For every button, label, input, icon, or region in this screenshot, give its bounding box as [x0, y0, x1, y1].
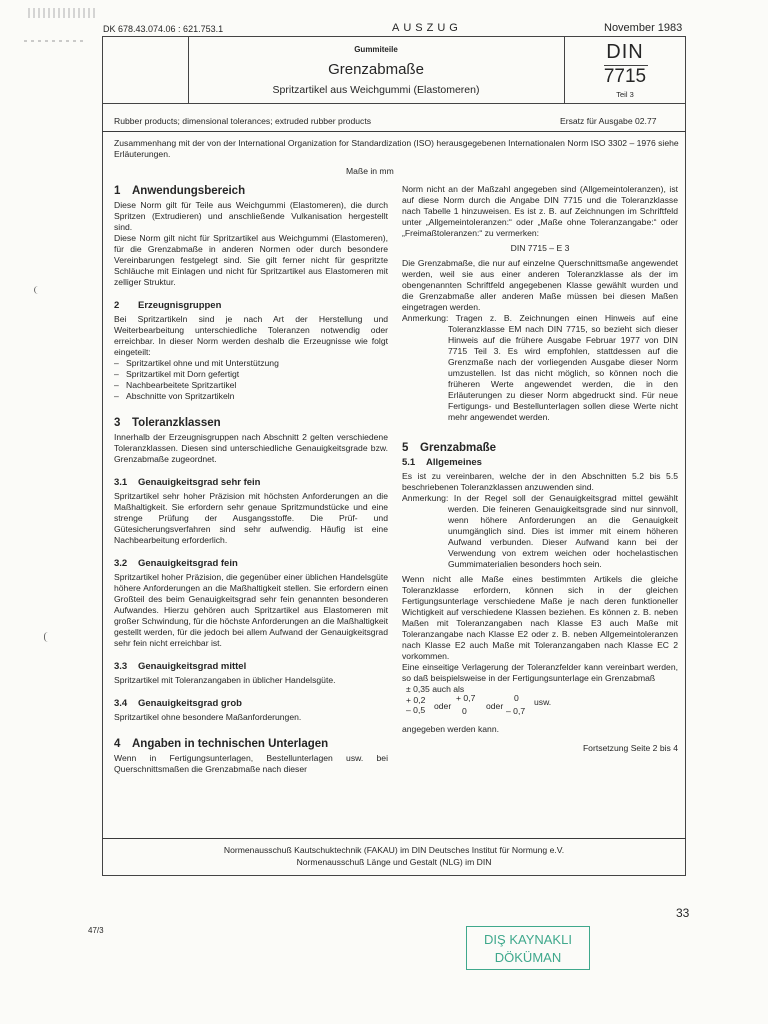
paragraph: Spritzartikel hoher Präzision, die gegenüber einer üblichen Handelsgüte höhere Anforderungen an die Maßhaltigkeit stellen. Sie erfordern einen Großteil des beim Genauigkeitsgrad sehr fein genannten besonderen Aufwandes. Hierzu gehören auch Spritzartikel aus Elastomeren mit großer Schwindung, für die höchste Anforderungen an die Maßhaltigkeit gestellt werden, für die jedoch bei allem Aufwand der Genauigkeitsgrad sehr fein nicht erreichbar ist. — [114, 572, 388, 648]
section-heading: 1 Anwendungsbereich — [114, 185, 246, 197]
replaces-edition: Ersatz für Ausgabe 02.77 — [560, 116, 657, 126]
committee-line: Normenausschuß Kautschuktechnik (FAKAU) im DIN Deutsches Institut für Normung e.V. — [223, 845, 565, 855]
tolerance-example — [406, 684, 678, 720]
english-title: Rubber products; dimensional tolerances; extruded rubber products — [114, 116, 372, 126]
section-heading: 3.3 Genauigkeitsgrad mittel — [114, 661, 247, 672]
iso-note: Zusammenhang mit der von der International Organization for Standardization (ISO) herausgegebenen Internationalen Norm ISO 3302 – 1976 siehe Erläuterungen. — [114, 138, 679, 159]
tolerance-value: 0 — [514, 693, 519, 703]
section-heading: 2 Erzeugnisgruppen — [114, 300, 222, 311]
tolerance-line: ± 0,35 auch als — [406, 684, 465, 694]
din-label: DIN — [606, 41, 644, 63]
section-heading: 4 Angaben in technischen Unterlagen — [114, 738, 329, 750]
paragraph: Norm nicht an der Maßzahl angegeben sind (Allgemeintoleranzen), ist auf diese Norm durch die Angabe DIN 7715 und die Toleranzklasse nach Tabelle 1 hinzuweisen. Es ist z. B. auf Zeichnungen im Schriftfeld unter „Allgemeintoleranzen:“ oder „Maße ohne Toleranzangabe:“ oder „Freimaßtoleranzen:“ zu vermerken: — [402, 184, 678, 238]
external-document-stamp — [466, 926, 590, 970]
left-column — [114, 184, 388, 775]
committee-line: Normenausschuß Länge und Gestalt (NLG) im DIN — [296, 857, 492, 867]
tolerance-value: 0 — [462, 706, 467, 716]
scan-artifact — [28, 8, 98, 18]
section-heading: 3 Toleranzklassen — [114, 417, 221, 429]
tolerance-value: – 0,7 — [506, 706, 526, 716]
document-subtitle: Spritzartikel aus Weichgummi (Elastomeren) — [272, 84, 480, 96]
paragraph: Spritzartikel ohne besondere Maßanforderungen. — [114, 712, 302, 722]
tolerance-value: – 0,5 — [406, 705, 426, 715]
note: Anmerkung: Tragen z. B. Zeichnungen einen Hinweis auf eine Toleranzklasse EM nach DIN 7715, so bezieht sich dieser Hinweis auf die frühere Ausgabe Februar 1977 von DIN 7715 Teil 3. Es wird empfohlen, stattdessen auf die Grenzmaße nach der vorliegenden Ausgabe dieser Norm umzustellen. Ist das nicht möglich, so können noch die früheren Werte angewendet werden, die in den Erläuterungen zu dieser Norm abgedruckt sind. Für neue Fertigungs- und Bestellunterlagen sollen diese Werte nicht mehr angewendet werden. — [402, 313, 678, 422]
paragraph: angegeben werden kann. — [402, 724, 499, 734]
continuation-note: Fortsetzung Seite 2 bis 4 — [582, 743, 678, 753]
note: Anmerkung: In der Regel soll der Genauigkeitsgrad mittel gewählt werden. Die feineren Genauigkeitsgrade sind nur sinnvoll, wenn höhere Anforderungen an die Genauigkeit unumgänglich sind. Dies ist immer mit einem höheren Aufwand verbunden. Dieser Aufwand kann bei der Verwendung von extrem weichen oder hochelastischen Gummimaterialien besonders hoch sein. — [402, 493, 678, 569]
issue-date: November 1983 — [604, 22, 683, 34]
stamp-line: DIŞ KAYNAKLI — [484, 932, 572, 947]
paragraph: Wenn in Fertigungsunterlagen, Bestellunterlagen usw. bei Querschnittsmaßen die Grenzabmaße nach dieser — [114, 753, 388, 774]
footer-divider — [102, 838, 686, 839]
right-column — [402, 184, 678, 754]
paragraph: Bei Spritzartikeln sind je nach Art der Herstellung und Weiterbearbeitung unterschiedliche Toleranzen notwendig oder erreichbar. In dieser Norm werden deshalb die Erzeugnisse wie folgt eingeteilt: — [114, 314, 388, 357]
document-title: Grenzabmaße — [328, 61, 424, 78]
section-heading: 3.4 Genauigkeitsgrad grob — [114, 698, 242, 709]
tolerance-separator: oder — [486, 701, 504, 711]
paragraph: Spritzartikel sehr hoher Präzision mit höchsten Anforderungen an die Maßhaltigkeit. Sie erfordern sehr genaue Spritzmundstücke und eine strenge Prüfung der Ausgangsstoffe. Die Prüf- und Gütesicherungsverfahren sind sehr aufwendig. Häufig ist eine Nachbearbeitung erforderlich. — [114, 491, 388, 545]
section-heading: 5.1 Allgemeines — [402, 457, 482, 468]
list-item: – Nachbearbeitete Spritzartikel — [114, 380, 388, 391]
tolerance-separator: oder — [434, 701, 452, 711]
paragraph: Diese Norm gilt nicht für Spritzartikel aus Weichgummi (Elastomeren), für die Grenzabmaße in anderen Normen oder durch besondere Vereinbarungen festgelegt sind. Sie gilt ferner nicht für gespritzte Schläuche mit Einlagen und nicht für Spritzartikel aus Elastomeren mit zelliger Struktur. — [114, 233, 388, 287]
section-heading: 3.2 Genauigkeitsgrad fein — [114, 558, 238, 569]
product-category: Gummiteile — [354, 45, 398, 54]
margin-mark — [44, 632, 48, 642]
tolerance-usw: usw. — [534, 697, 552, 707]
stamp-line: DÖKÜMAN — [494, 950, 562, 965]
paragraph: Die Grenzabmaße, die nur auf einzelne Querschnittsmaße angewendet werden, weil sie aus einer anderen Toleranzklasse als der im obengenannten Schriftfeld angegebenen Klasse gewählt wurden und die Grenzabmaße aller anderen Maße müssen bei diesen Maßen eingetragen werden. — [402, 258, 678, 312]
product-group-list — [114, 358, 388, 402]
tolerance-value: + 0,7 — [456, 693, 476, 703]
margin-mark — [34, 286, 38, 294]
dk-classification: DK 678.43.074.06 : 621.753.1 — [103, 24, 224, 34]
list-item: – Abschnitte von Spritzartikeln — [114, 391, 388, 402]
paragraph: Innerhalb der Erzeugnisgruppen nach Abschnitt 2 gelten verschiedene Toleranzklassen. Diesen sind unterschiedliche Genauigkeitsgrade bzw. Grenzabmaße zugeordnet. — [114, 432, 388, 464]
section-heading: 3.1 Genauigkeitsgrad sehr fein — [114, 477, 261, 488]
title-box — [102, 36, 686, 104]
paragraph: Diese Norm gilt für Teile aus Weichgummi (Elastomeren), die durch Spritzen (Extrudieren) und anschließende Vulkanisation hergestellt sind. — [114, 200, 388, 232]
page-number: 33 — [676, 906, 690, 920]
paragraph: Wenn nicht alle Maße eines bestimmten Artikels die gleiche Toleranzklasse erfordern, können sich in der gleichen Fertigungsunterlage verschiedene Maße je nach deren funktioneller Wichtigkeit auf verschiedene Klassen beziehen. Es können z. B. neben Maßen mit Toleranzangaben nach Klasse E3 auch Maße mit Toleranzangabe nach Klasse E2 oder z. B. neben Allgemeintoleranzen nach Klasse E2 auch Maße mit Toleranzangaben nach Klasse EC 2 vorkommen. — [402, 574, 678, 661]
designation-example: DIN 7715 – E 3 — [510, 243, 570, 253]
din-number: 7715 — [603, 66, 647, 87]
divider — [102, 131, 686, 132]
scan-artifact — [24, 40, 84, 42]
paragraph: Spritzartikel mit Toleranzangaben in üblicher Handelsgüte. — [114, 675, 336, 685]
list-item: – Spritzartikel mit Dorn gefertigt — [114, 369, 388, 380]
units-note: Maße in mm — [346, 166, 394, 176]
list-item: – Spritzartikel ohne und mit Unterstützung — [114, 358, 388, 369]
paragraph: Es ist zu vereinbaren, welche der in den Abschnitten 5.2 bis 5.5 beschriebenen Toleranzklassen anzuwenden sind. — [402, 471, 678, 492]
auszug-label: AUSZUG — [392, 22, 462, 34]
margin-code: 47/3 — [88, 926, 104, 935]
din-part: Teil 3 — [616, 90, 634, 99]
paragraph: Eine einseitige Verlagerung der Toleranzfelder kann vereinbart werden, so daß beispielsweise in der Fertigungsunterlage ein Grenzabmaß — [402, 662, 678, 683]
tolerance-value: + 0,2 — [406, 695, 426, 705]
section-heading: 5 Grenzabmaße — [402, 442, 497, 454]
